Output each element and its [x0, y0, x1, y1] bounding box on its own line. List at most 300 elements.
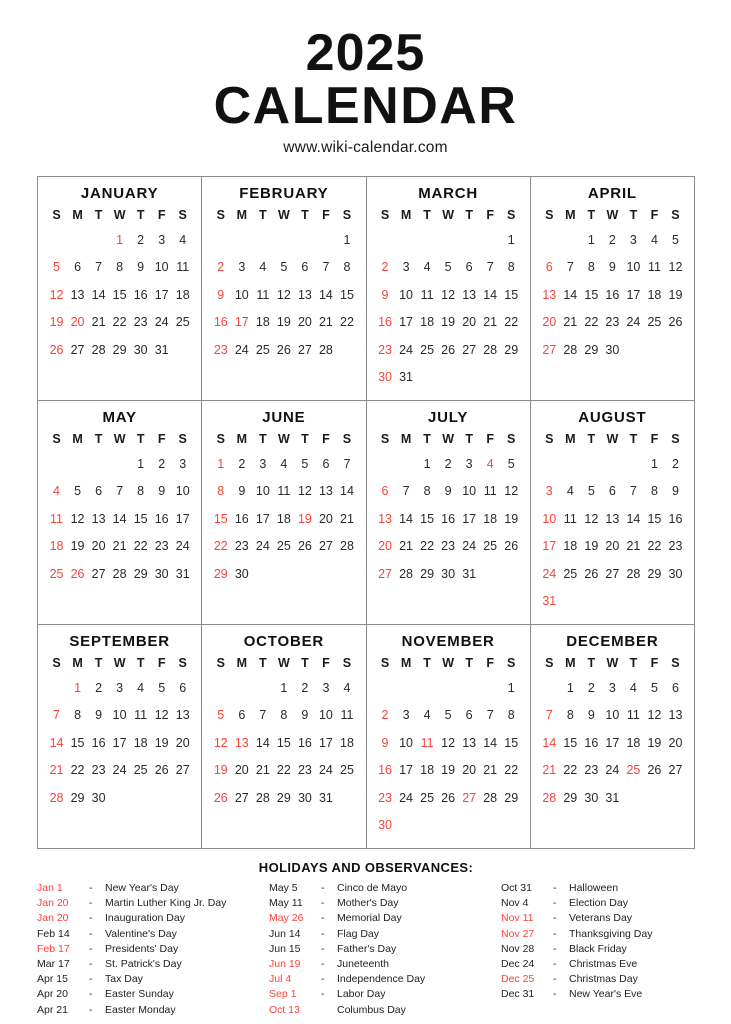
day-cell[interactable]: 18	[276, 511, 291, 526]
day-cell[interactable]: 9	[158, 484, 166, 498]
day-cell[interactable]: 20	[462, 763, 477, 777]
day-cell[interactable]: 13	[297, 287, 312, 302]
day-cell[interactable]: 22	[647, 539, 662, 553]
day-cell[interactable]: 24	[234, 342, 249, 357]
day-cell[interactable]: 8	[116, 260, 124, 274]
day-cell[interactable]: 10	[234, 287, 249, 302]
day-cell[interactable]: 26	[441, 342, 456, 357]
day-cell[interactable]: 15	[584, 287, 599, 302]
day-cell[interactable]: 2	[608, 232, 616, 247]
day-cell[interactable]: 8	[280, 708, 288, 722]
day-cell[interactable]: 21	[112, 539, 127, 553]
day-cell[interactable]: 18	[563, 539, 578, 553]
day-cell[interactable]: 9	[444, 484, 452, 498]
day-cell[interactable]: 11	[563, 511, 577, 526]
day-cell[interactable]: 14	[563, 287, 578, 302]
day-cell[interactable]: 26	[276, 342, 291, 357]
day-cell[interactable]: 20	[175, 735, 190, 750]
day-cell[interactable]: 8	[137, 484, 145, 498]
day-cell[interactable]: 26	[584, 566, 599, 581]
day-cell[interactable]: 21	[318, 315, 333, 329]
day-cell[interactable]: 6	[95, 484, 103, 498]
day-cell[interactable]: 22	[563, 763, 578, 777]
day-cell[interactable]: 19	[297, 511, 312, 526]
day-cell[interactable]: 5	[158, 680, 166, 695]
day-cell[interactable]: 8	[587, 260, 595, 274]
day-cell[interactable]: 19	[213, 763, 228, 777]
day-cell[interactable]: 25	[647, 315, 662, 329]
day-cell[interactable]: 20	[234, 763, 249, 777]
day-cell[interactable]: 24	[399, 790, 413, 805]
day-cell[interactable]: 12	[49, 287, 64, 302]
day-cell[interactable]: 29	[276, 790, 291, 805]
day-cell[interactable]: 27	[668, 763, 683, 777]
day-cell[interactable]: 23	[378, 342, 392, 357]
day-cell[interactable]: 22	[420, 539, 435, 553]
day-cell[interactable]: 21	[340, 511, 354, 526]
day-cell[interactable]: 15	[213, 511, 228, 526]
day-cell[interactable]: 16	[378, 315, 392, 329]
day-cell[interactable]: 24	[542, 566, 557, 581]
day-cell[interactable]: 22	[112, 315, 127, 329]
day-cell[interactable]: 3	[402, 708, 410, 722]
day-cell[interactable]: 14	[91, 287, 106, 302]
day-cell[interactable]: 8	[507, 260, 515, 274]
day-cell[interactable]: 30	[234, 566, 249, 581]
day-cell[interactable]: 19	[49, 315, 64, 329]
day-cell[interactable]: 20	[91, 539, 106, 553]
day-cell[interactable]: 13	[378, 511, 392, 526]
day-cell[interactable]: 4	[53, 484, 60, 498]
day-cell[interactable]: 22	[133, 539, 148, 553]
day-cell[interactable]: 4	[179, 232, 187, 247]
day-cell[interactable]: 31	[154, 342, 169, 357]
day-cell[interactable]: 28	[91, 342, 106, 357]
day-cell[interactable]: 26	[297, 539, 312, 553]
day-cell[interactable]: 12	[504, 484, 519, 498]
day-cell[interactable]: 16	[378, 763, 392, 777]
day-cell[interactable]: 30	[441, 566, 456, 581]
day-cell[interactable]: 15	[504, 735, 519, 750]
day-cell[interactable]: 23	[297, 763, 312, 777]
day-cell[interactable]: 18	[483, 511, 498, 526]
day-cell[interactable]: 30	[584, 790, 599, 805]
day-cell[interactable]: 1	[587, 232, 595, 247]
day-cell[interactable]: 21	[255, 763, 270, 777]
day-cell[interactable]: 4	[343, 680, 351, 695]
day-cell[interactable]: 13	[462, 735, 477, 750]
day-cell[interactable]: 16	[584, 735, 599, 750]
day-cell[interactable]: 28	[563, 342, 578, 357]
day-cell[interactable]: 5	[74, 484, 82, 498]
day-cell[interactable]: 24	[605, 763, 620, 777]
day-cell[interactable]: 10	[605, 708, 620, 722]
day-cell[interactable]: 6	[672, 680, 679, 695]
day-cell[interactable]: 22	[70, 763, 85, 777]
day-cell[interactable]: 27	[234, 790, 249, 805]
day-cell[interactable]: 28	[483, 342, 498, 357]
day-cell[interactable]: 29	[504, 342, 519, 357]
day-cell[interactable]: 1	[137, 456, 145, 471]
day-cell[interactable]: 3	[116, 680, 124, 695]
day-cell[interactable]: 23	[133, 315, 148, 329]
day-cell[interactable]: 25	[626, 763, 641, 777]
day-cell[interactable]: 26	[49, 342, 64, 357]
day-cell[interactable]: 18	[133, 735, 148, 750]
day-cell[interactable]: 27	[378, 566, 392, 581]
day-cell[interactable]: 7	[566, 260, 574, 274]
day-cell[interactable]: 11	[483, 484, 497, 498]
day-cell[interactable]: 2	[95, 680, 103, 695]
day-cell[interactable]: 31	[318, 790, 333, 805]
day-cell[interactable]: 14	[399, 511, 413, 526]
day-cell[interactable]: 10	[399, 735, 413, 750]
day-cell[interactable]: 13	[70, 287, 85, 302]
day-cell[interactable]: 22	[504, 763, 519, 777]
day-cell[interactable]: 1	[566, 680, 574, 695]
day-cell[interactable]: 27	[542, 342, 557, 357]
day-cell[interactable]: 1	[423, 456, 431, 471]
day-cell[interactable]: 9	[672, 484, 679, 498]
day-cell[interactable]: 4	[423, 260, 431, 274]
day-cell[interactable]: 6	[238, 708, 246, 722]
day-cell[interactable]: 15	[133, 511, 148, 526]
day-cell[interactable]: 2	[137, 232, 145, 247]
day-cell[interactable]: 2	[301, 680, 309, 695]
day-cell[interactable]: 3	[322, 680, 330, 695]
day-cell[interactable]: 11	[420, 287, 434, 302]
day-cell[interactable]: 7	[95, 260, 103, 274]
day-cell[interactable]: 25	[420, 342, 435, 357]
day-cell[interactable]: 4	[259, 260, 267, 274]
day-cell[interactable]: 6	[179, 680, 187, 695]
day-cell[interactable]: 15	[340, 287, 354, 302]
day-cell[interactable]: 2	[238, 456, 246, 471]
day-cell[interactable]: 23	[91, 763, 106, 777]
day-cell[interactable]: 18	[626, 735, 641, 750]
day-cell[interactable]: 28	[340, 539, 354, 553]
day-cell[interactable]: 19	[441, 315, 456, 329]
day-cell[interactable]: 3	[238, 260, 246, 274]
day-cell[interactable]: 25	[276, 539, 291, 553]
day-cell[interactable]: 26	[441, 790, 456, 805]
day-cell[interactable]: 28	[483, 790, 498, 805]
day-cell[interactable]: 25	[420, 790, 435, 805]
day-cell[interactable]: 5	[444, 260, 452, 274]
day-cell[interactable]: 11	[626, 708, 640, 722]
day-cell[interactable]: 7	[486, 708, 494, 722]
day-cell[interactable]: 1	[217, 456, 225, 471]
day-cell[interactable]: 27	[297, 342, 312, 357]
day-cell[interactable]: 28	[112, 566, 127, 581]
day-cell[interactable]: 7	[629, 484, 637, 498]
day-cell[interactable]: 20	[462, 315, 477, 329]
day-cell[interactable]: 28	[626, 566, 641, 581]
day-cell[interactable]: 11	[134, 708, 148, 722]
day-cell[interactable]: 22	[340, 315, 354, 329]
day-cell[interactable]: 4	[280, 456, 288, 471]
day-cell[interactable]: 9	[381, 735, 389, 750]
day-cell[interactable]: 13	[462, 287, 477, 302]
day-cell[interactable]: 8	[217, 484, 225, 498]
day-cell[interactable]: 6	[301, 260, 309, 274]
day-cell[interactable]: 16	[605, 287, 620, 302]
day-cell[interactable]: 29	[647, 566, 662, 581]
day-cell[interactable]: 5	[672, 232, 679, 247]
day-cell[interactable]: 24	[399, 342, 413, 357]
day-cell[interactable]: 27	[70, 342, 85, 357]
day-cell[interactable]: 7	[259, 708, 267, 722]
day-cell[interactable]: 18	[255, 315, 270, 329]
day-cell[interactable]: 12	[154, 708, 169, 722]
day-cell[interactable]: 27	[318, 539, 333, 553]
day-cell[interactable]: 4	[650, 232, 658, 247]
day-cell[interactable]: 27	[605, 566, 620, 581]
day-cell[interactable]: 29	[70, 790, 85, 805]
day-cell[interactable]: 23	[441, 539, 456, 553]
day-cell[interactable]: 31	[462, 566, 477, 581]
day-cell[interactable]: 1	[280, 680, 288, 695]
day-cell[interactable]: 29	[213, 566, 228, 581]
day-cell[interactable]: 1	[116, 232, 124, 247]
day-cell[interactable]: 13	[318, 484, 333, 498]
day-cell[interactable]: 12	[441, 287, 456, 302]
day-cell[interactable]: 29	[584, 342, 599, 357]
day-cell[interactable]: 8	[74, 708, 82, 722]
day-cell[interactable]: 9	[608, 260, 616, 274]
day-cell[interactable]: 3	[402, 260, 410, 274]
day-cell[interactable]: 16	[234, 511, 249, 526]
day-cell[interactable]: 17	[542, 539, 557, 553]
day-cell[interactable]: 24	[626, 315, 641, 329]
day-cell[interactable]: 25	[563, 566, 578, 581]
day-cell[interactable]: 21	[563, 315, 578, 329]
day-cell[interactable]: 2	[444, 456, 452, 471]
day-cell[interactable]: 26	[504, 539, 519, 553]
day-cell[interactable]: 17	[234, 315, 249, 329]
day-cell[interactable]: 5	[53, 260, 60, 274]
day-cell[interactable]: 21	[399, 539, 413, 553]
day-cell[interactable]: 4	[486, 456, 494, 471]
day-cell[interactable]: 29	[112, 342, 127, 357]
day-cell[interactable]: 6	[545, 260, 553, 274]
day-cell[interactable]: 14	[626, 511, 641, 526]
day-cell[interactable]: 8	[423, 484, 431, 498]
day-cell[interactable]: 25	[133, 763, 148, 777]
day-cell[interactable]: 3	[158, 232, 166, 247]
day-cell[interactable]: 12	[584, 511, 599, 526]
day-cell[interactable]: 15	[563, 735, 578, 750]
day-cell[interactable]: 21	[483, 315, 498, 329]
day-cell[interactable]: 2	[381, 708, 389, 722]
day-cell[interactable]: 23	[605, 315, 620, 329]
day-cell[interactable]: 17	[462, 511, 477, 526]
day-cell[interactable]: 12	[647, 708, 662, 722]
day-cell[interactable]: 12	[441, 735, 456, 750]
day-cell[interactable]: 17	[255, 511, 270, 526]
day-cell[interactable]: 14	[49, 735, 64, 750]
day-cell[interactable]: 5	[280, 260, 288, 274]
day-cell[interactable]: 30	[378, 818, 392, 832]
day-cell[interactable]: 20	[297, 315, 312, 329]
day-cell[interactable]: 11	[420, 735, 434, 750]
day-cell[interactable]: 31	[542, 594, 557, 608]
day-cell[interactable]: 23	[213, 342, 228, 357]
day-cell[interactable]: 11	[277, 484, 291, 498]
day-cell[interactable]: 3	[545, 484, 553, 498]
day-cell[interactable]: 5	[507, 456, 515, 471]
day-cell[interactable]: 17	[318, 735, 333, 750]
day-cell[interactable]: 27	[462, 342, 477, 357]
day-cell[interactable]: 19	[647, 735, 662, 750]
day-cell[interactable]: 5	[587, 484, 595, 498]
day-cell[interactable]: 24	[112, 763, 127, 777]
day-cell[interactable]: 16	[133, 287, 148, 302]
day-cell[interactable]: 28	[49, 790, 64, 805]
day-cell[interactable]: 10	[318, 708, 333, 722]
day-cell[interactable]: 16	[91, 735, 106, 750]
day-cell[interactable]: 10	[154, 260, 169, 274]
day-cell[interactable]: 17	[112, 735, 127, 750]
day-cell[interactable]: 26	[668, 315, 683, 329]
day-cell[interactable]: 10	[112, 708, 127, 722]
day-cell[interactable]: 17	[154, 287, 169, 302]
day-cell[interactable]: 3	[608, 680, 616, 695]
day-cell[interactable]: 10	[462, 484, 477, 498]
day-cell[interactable]: 9	[238, 484, 246, 498]
day-cell[interactable]: 25	[49, 566, 64, 581]
day-cell[interactable]: 9	[137, 260, 145, 274]
day-cell[interactable]: 26	[70, 566, 85, 581]
day-cell[interactable]: 24	[154, 315, 169, 329]
day-cell[interactable]: 15	[70, 735, 85, 750]
day-cell[interactable]: 24	[255, 539, 270, 553]
day-cell[interactable]: 14	[483, 287, 498, 302]
day-cell[interactable]: 27	[175, 763, 190, 777]
day-cell[interactable]: 20	[378, 539, 392, 553]
day-cell[interactable]: 21	[626, 539, 641, 553]
day-cell[interactable]: 7	[545, 708, 553, 722]
day-cell[interactable]: 19	[504, 511, 519, 526]
day-cell[interactable]: 9	[301, 708, 309, 722]
day-cell[interactable]: 7	[486, 260, 494, 274]
day-cell[interactable]: 25	[255, 342, 270, 357]
day-cell[interactable]: 22	[584, 315, 599, 329]
day-cell[interactable]: 11	[340, 708, 354, 722]
day-cell[interactable]: 6	[381, 484, 389, 498]
day-cell[interactable]: 8	[507, 708, 515, 722]
day-cell[interactable]: 26	[154, 763, 169, 777]
day-cell[interactable]: 21	[483, 763, 498, 777]
day-cell[interactable]: 30	[668, 566, 683, 581]
day-cell[interactable]: 20	[605, 539, 620, 553]
day-cell[interactable]: 21	[91, 315, 106, 329]
day-cell[interactable]: 10	[542, 511, 557, 526]
day-cell[interactable]: 24	[175, 539, 190, 553]
day-cell[interactable]: 18	[175, 287, 190, 302]
day-cell[interactable]: 22	[504, 315, 519, 329]
day-cell[interactable]: 23	[668, 539, 683, 553]
day-cell[interactable]: 12	[276, 287, 291, 302]
day-cell[interactable]: 26	[213, 790, 228, 805]
day-cell[interactable]: 3	[629, 232, 637, 247]
day-cell[interactable]: 12	[70, 511, 85, 526]
day-cell[interactable]: 29	[504, 790, 519, 805]
day-cell[interactable]: 6	[608, 484, 616, 498]
day-cell[interactable]: 4	[423, 708, 431, 722]
day-cell[interactable]: 20	[668, 735, 683, 750]
day-cell[interactable]: 6	[465, 708, 473, 722]
day-cell[interactable]: 15	[647, 511, 662, 526]
day-cell[interactable]: 15	[276, 735, 291, 750]
day-cell[interactable]: 6	[74, 260, 82, 274]
day-cell[interactable]: 15	[420, 511, 435, 526]
day-cell[interactable]: 2	[381, 260, 389, 274]
day-cell[interactable]: 9	[587, 708, 595, 722]
day-cell[interactable]: 3	[259, 456, 267, 471]
day-cell[interactable]: 21	[49, 763, 64, 777]
day-cell[interactable]: 4	[629, 680, 637, 695]
day-cell[interactable]: 30	[91, 790, 106, 805]
day-cell[interactable]: 4	[137, 680, 145, 695]
day-cell[interactable]: 25	[483, 539, 498, 553]
day-cell[interactable]: 19	[276, 315, 291, 329]
day-cell[interactable]: 29	[133, 566, 148, 581]
day-cell[interactable]: 16	[213, 315, 228, 329]
day-cell[interactable]: 14	[112, 511, 127, 526]
day-cell[interactable]: 11	[256, 287, 270, 302]
day-cell[interactable]: 31	[399, 370, 413, 384]
day-cell[interactable]: 19	[668, 287, 683, 302]
day-cell[interactable]: 22	[276, 763, 291, 777]
day-cell[interactable]: 1	[74, 680, 82, 695]
day-cell[interactable]: 2	[587, 680, 595, 695]
day-cell[interactable]: 7	[116, 484, 124, 498]
day-cell[interactable]: 14	[318, 287, 333, 302]
day-cell[interactable]: 16	[154, 511, 169, 526]
day-cell[interactable]: 13	[175, 708, 190, 722]
day-cell[interactable]: 17	[605, 735, 620, 750]
day-cell[interactable]: 8	[343, 260, 351, 274]
day-cell[interactable]: 6	[465, 260, 473, 274]
day-cell[interactable]: 15	[112, 287, 127, 302]
day-cell[interactable]: 18	[420, 763, 435, 777]
day-cell[interactable]: 22	[213, 539, 228, 553]
day-cell[interactable]: 13	[91, 511, 106, 526]
day-cell[interactable]: 29	[420, 566, 435, 581]
day-cell[interactable]: 28	[399, 566, 413, 581]
day-cell[interactable]: 1	[507, 232, 515, 247]
day-cell[interactable]: 23	[234, 539, 249, 553]
day-cell[interactable]: 20	[542, 315, 557, 329]
day-cell[interactable]: 7	[343, 456, 351, 471]
day-cell[interactable]: 5	[301, 456, 309, 471]
day-cell[interactable]: 31	[605, 790, 620, 805]
day-cell[interactable]: 9	[381, 287, 389, 302]
day-cell[interactable]: 17	[399, 763, 413, 777]
day-cell[interactable]: 30	[605, 342, 620, 357]
day-cell[interactable]: 14	[542, 735, 557, 750]
day-cell[interactable]: 13	[668, 708, 683, 722]
day-cell[interactable]: 31	[175, 566, 190, 581]
day-cell[interactable]: 30	[297, 790, 312, 805]
day-cell[interactable]: 3	[465, 456, 473, 471]
day-cell[interactable]: 17	[175, 511, 190, 526]
day-cell[interactable]: 9	[217, 287, 225, 302]
day-cell[interactable]: 2	[217, 260, 225, 274]
day-cell[interactable]: 28	[542, 790, 557, 805]
day-cell[interactable]: 8	[566, 708, 574, 722]
